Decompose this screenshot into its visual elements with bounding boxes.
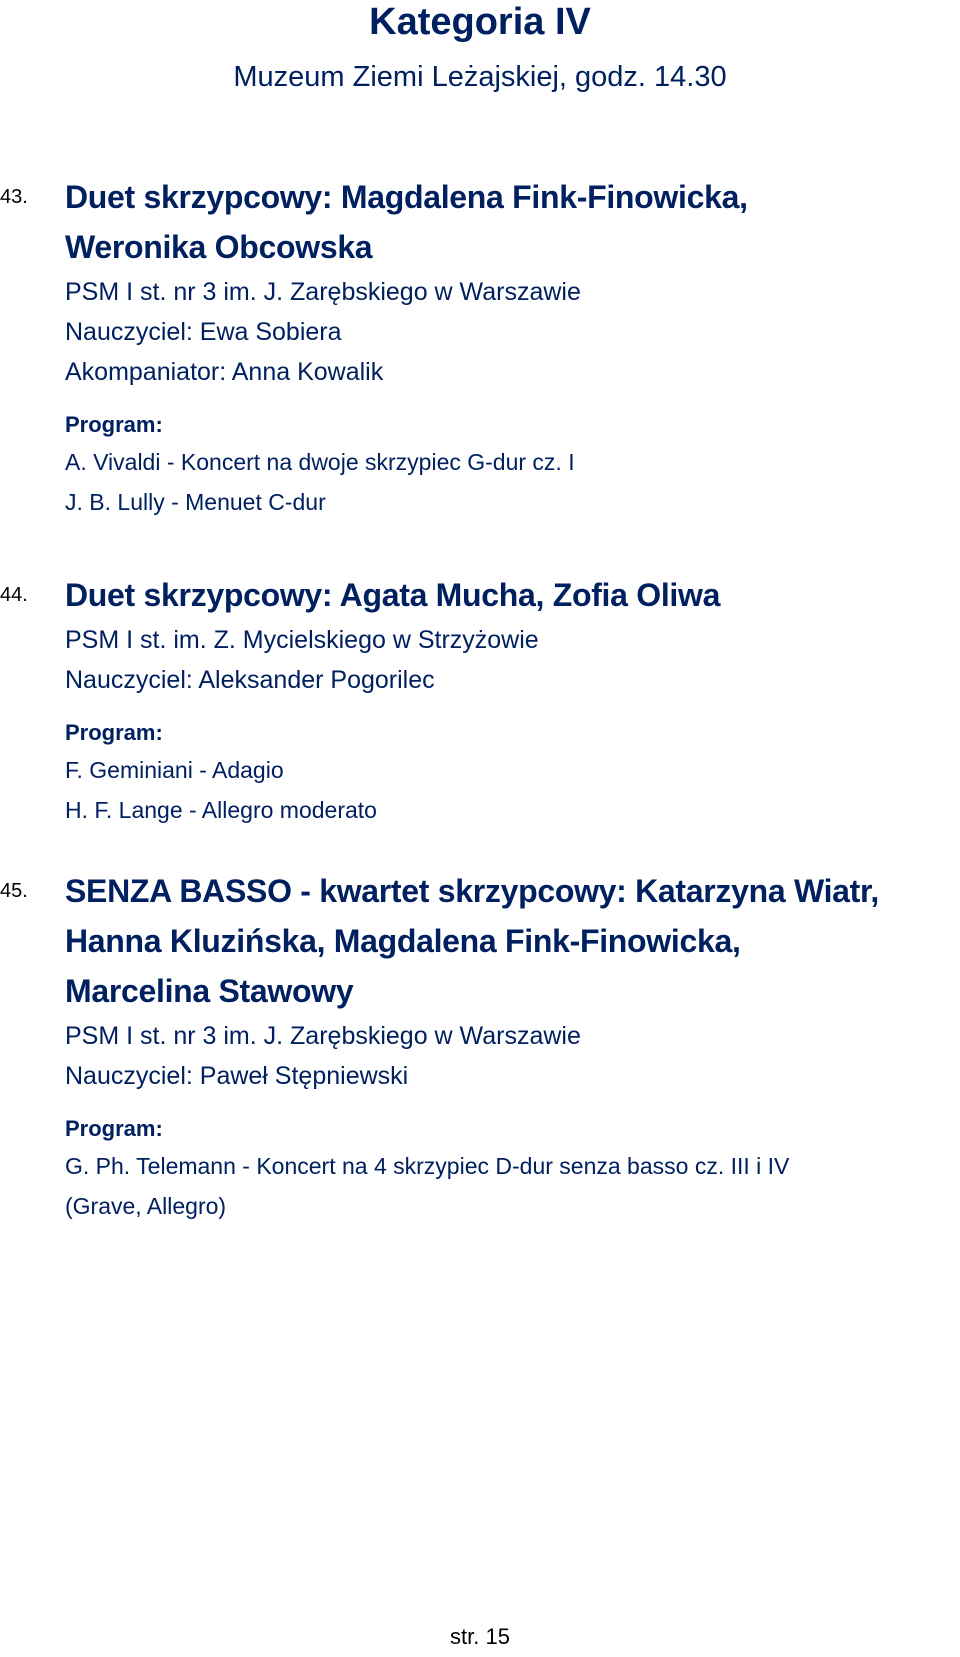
entry-heading-line: Weronika Obcowska (65, 229, 373, 265)
school-line: PSM I st. nr 3 im. J. Zarębskiego w Warszawie (65, 278, 581, 306)
program-piece: A. Vivaldi - Koncert na dwoje skrzypiec G-dur cz. I (65, 449, 575, 475)
accompanist-line: Akompaniator: Anna Kowalik (65, 358, 384, 386)
entry-body (65, 866, 955, 1226)
entry-heading-line: Duet skrzypcowy: Agata Mucha, Zofia Oliwa (65, 577, 721, 613)
entry-heading-line: Marcelina Stawowy (65, 973, 354, 1009)
program-piece: F. Geminiani - Adagio (65, 757, 284, 783)
program-piece: H. F. Lange - Allegro moderato (65, 797, 377, 823)
entry-body (65, 570, 955, 830)
program-label: Program: (65, 412, 163, 437)
entry-number: 45. (0, 880, 28, 902)
program-piece: G. Ph. Telemann - Koncert na 4 skrzypiec D-dur senza basso cz. III i IV (65, 1153, 790, 1179)
teacher-line: Nauczyciel: Aleksander Pogorilec (65, 666, 435, 694)
entry-number: 44. (0, 584, 28, 606)
school-line: PSM I st. nr 3 im. J. Zarębskiego w Warszawie (65, 1022, 581, 1050)
program-label: Program: (65, 720, 163, 745)
entry-heading-line: Hanna Kluzińska, Magdalena Fink-Finowicka, (65, 923, 741, 959)
program-piece: (Grave, Allegro) (65, 1193, 227, 1219)
entry-heading-line: SENZA BASSO - kwartet skrzypcowy: Katarzyna Wiatr, (65, 873, 879, 909)
entry-number: 43. (0, 186, 28, 208)
entry-body (65, 172, 955, 522)
program-piece: J. B. Lully - Menuet C-dur (65, 489, 326, 515)
page-number: str. 15 (450, 1624, 510, 1649)
page-subtitle: Muzeum Ziemi Leżajskiej, godz. 14.30 (233, 61, 727, 93)
program-label: Program: (65, 1116, 163, 1141)
page-title: Kategoria IV (369, 1, 591, 43)
teacher-line: Nauczyciel: Paweł Stępniewski (65, 1062, 409, 1090)
teacher-line: Nauczyciel: Ewa Sobiera (65, 318, 342, 346)
entry-heading-line: Duet skrzypcowy: Magdalena Fink-Finowicka, (65, 179, 748, 215)
school-line: PSM I st. im. Z. Mycielskiego w Strzyżowie (65, 626, 539, 654)
